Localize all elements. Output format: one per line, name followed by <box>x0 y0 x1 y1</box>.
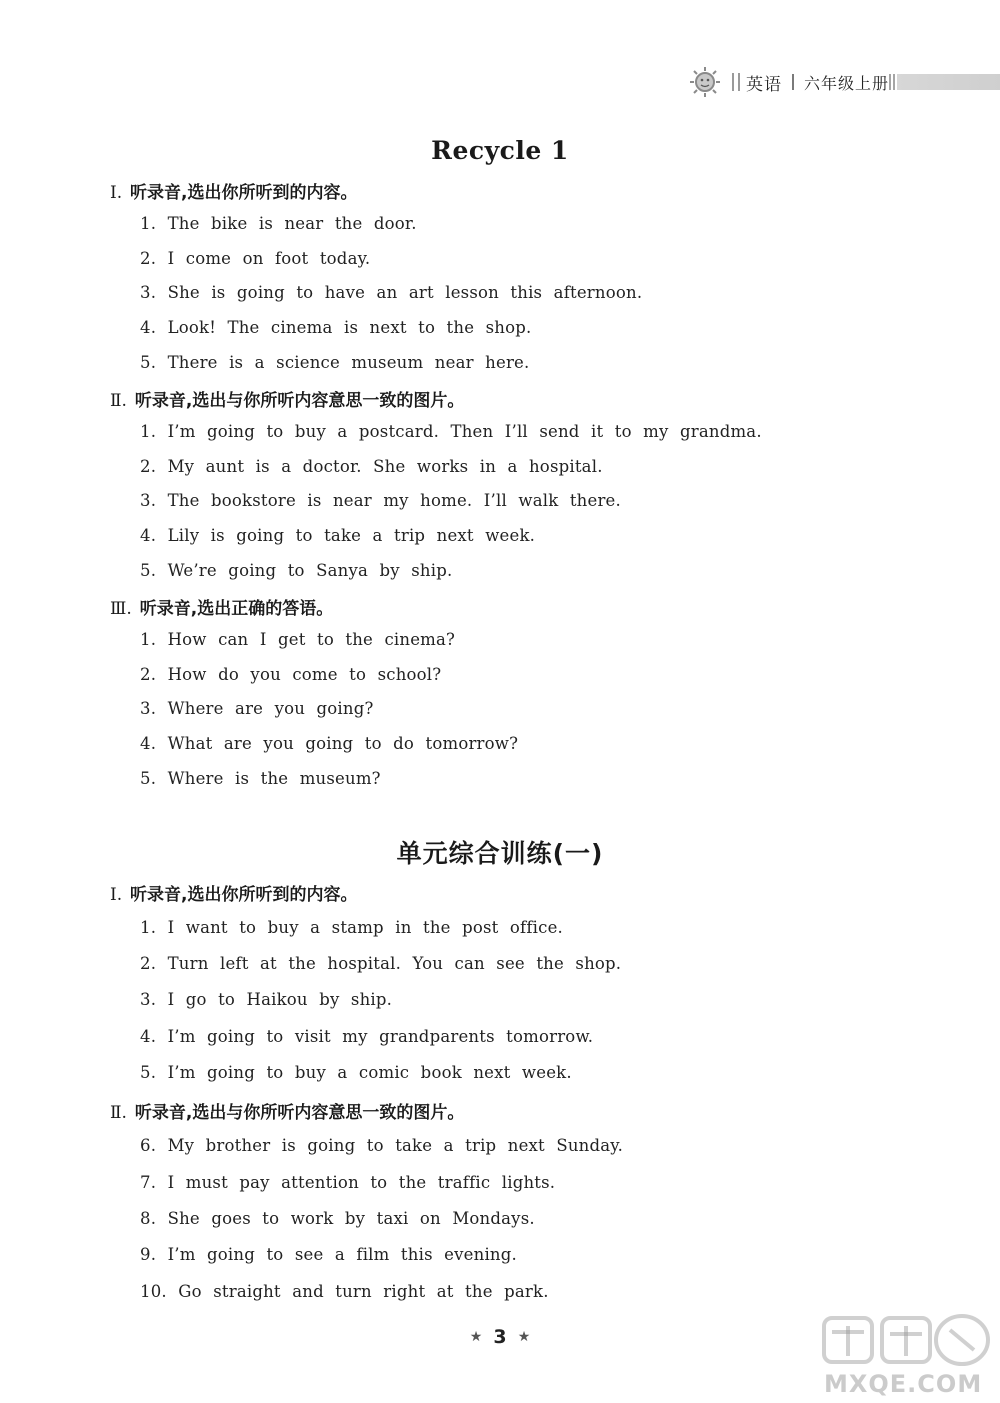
part-instruction: 听录音,选出你所听到的内容。 <box>130 885 358 905</box>
list-item: 5. We’re going to Sanya by ship. <box>140 561 453 580</box>
list-item: 3. Where are you going? <box>140 699 374 718</box>
watermark-text: MXQE.COM <box>824 1370 983 1398</box>
part-instruction: 听录音,选出你所听到的内容。 <box>130 183 358 203</box>
recycle-part-3-heading <box>110 594 333 619</box>
part-roman: Ⅱ. <box>110 1103 127 1123</box>
part-roman: Ⅰ. <box>110 183 123 203</box>
list-item: 3. She is going to have an art lesson this afternoon. <box>140 283 643 302</box>
page-header <box>688 62 1000 102</box>
list-item: 5. I’m going to buy a comic book next week. <box>140 1063 572 1082</box>
list-item: 10. Go straight and turn right at the park. <box>140 1282 549 1301</box>
sun-mascot-icon <box>688 65 722 99</box>
part-instruction: 听录音,选出与你所听内容意思一致的图片。 <box>134 391 465 411</box>
list-item: 7. I must pay attention to the traffic lights. <box>140 1173 556 1192</box>
list-item: 2. Turn left at the hospital. You can see the shop. <box>140 954 622 973</box>
list-item: 6. My brother is going to take a trip next Sunday. <box>140 1136 624 1155</box>
list-item: 3. The bookstore is near my home. I’ll walk there. <box>140 491 621 510</box>
list-item: 2. My aunt is a doctor. She works in a hospital. <box>140 457 603 476</box>
unit-title: 单元综合训练(一) <box>396 839 604 868</box>
list-item: 5. There is a science museum near here. <box>140 353 530 372</box>
list-item: 9. I’m going to see a film this evening. <box>140 1245 517 1264</box>
part-roman: Ⅰ. <box>110 885 123 905</box>
list-item: 4. What are you going to do tomorrow? <box>140 734 519 753</box>
watermark <box>818 1308 996 1398</box>
list-item: 4. I’m going to visit my grandparents tomorrow. <box>140 1027 594 1046</box>
part-instruction: 听录音,选出正确的答语。 <box>139 599 334 619</box>
header-separator <box>792 74 794 90</box>
header-strip <box>897 74 1000 90</box>
list-item: 1. I want to buy a stamp in the post office. <box>140 918 563 937</box>
list-item: 1. How can I get to the cinema? <box>140 630 456 649</box>
list-item: 1. The bike is near the door. <box>140 214 417 233</box>
star-icon: ★ <box>469 1329 483 1345</box>
unit-part-2-heading <box>110 1098 464 1123</box>
recycle-part-1-heading <box>110 178 358 203</box>
header-grade: 六年级上册 <box>804 73 890 93</box>
part-instruction: 听录音,选出与你所听内容意思一致的图片。 <box>134 1103 465 1123</box>
unit-part-1-heading <box>110 880 358 905</box>
recycle-part-2-heading <box>110 386 464 411</box>
list-item: 2. I come on foot today. <box>140 249 371 268</box>
header-subject: 英语 <box>746 74 782 95</box>
list-item: 2. How do you come to school? <box>140 665 442 684</box>
part-roman: Ⅲ. <box>110 599 132 619</box>
list-item: 1. I’m going to buy a postcard. Then I’ll send it to my grandma. <box>140 422 762 441</box>
recycle-title: Recycle 1 <box>431 136 569 165</box>
list-item: 5. Where is the museum? <box>140 769 381 788</box>
star-icon: ★ <box>517 1329 531 1345</box>
list-item: 4. Lily is going to take a trip next week. <box>140 526 536 545</box>
list-item: 8. She goes to work by taxi on Mondays. <box>140 1209 535 1228</box>
list-item: 4. Look! The cinema is next to the shop. <box>140 318 532 337</box>
part-roman: Ⅱ. <box>110 391 127 411</box>
header-divider <box>732 73 740 91</box>
list-item: 3. I go to Haikou by ship. <box>140 990 393 1009</box>
watermark-logo-icon <box>818 1308 996 1372</box>
page-number: 3 <box>493 1326 507 1348</box>
